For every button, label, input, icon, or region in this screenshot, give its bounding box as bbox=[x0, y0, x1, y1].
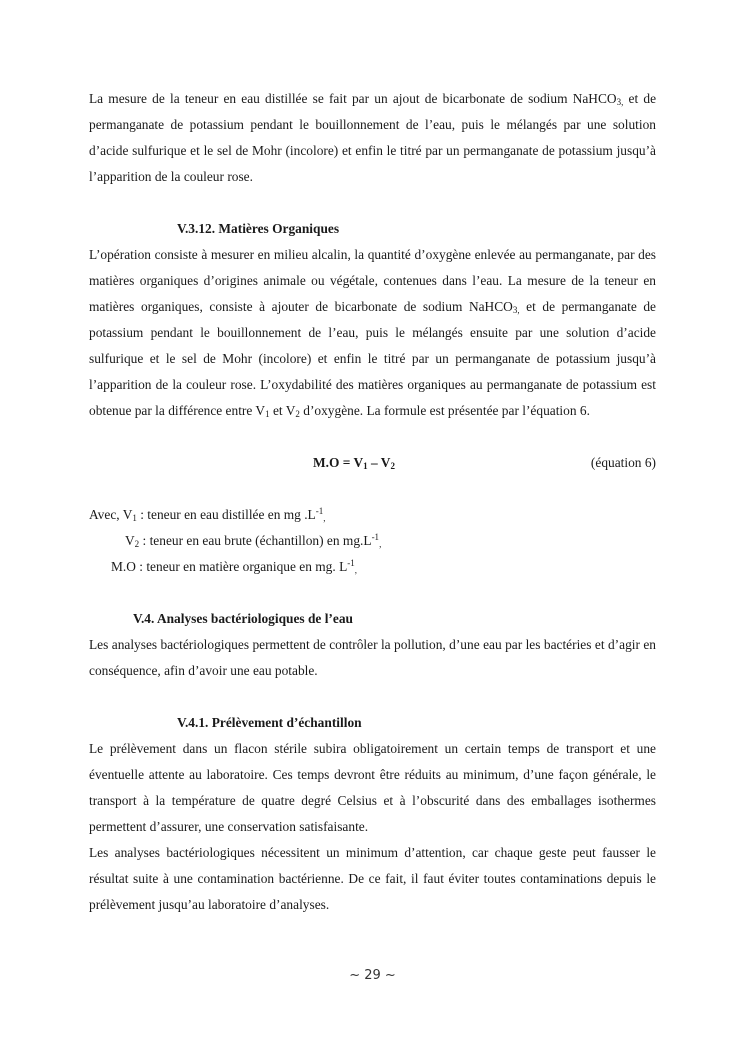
equation-number: (équation 6) bbox=[590, 455, 656, 470]
paragraph-prelevement: Le prélèvement dans un flacon stérile subira obligatoirement un certain temps de transport et une éventuelle attente au laboratoire. Ces temps devront être réduits au minimum, d’une façon générale, le transport à la température de quatre degré Celsius et à l’obscurité dans des emballages isothermes permettent d’assurer, une conservation satisfaisante. bbox=[89, 741, 656, 834]
page-number: ~ 29 ~ bbox=[349, 968, 396, 983]
paragraph-analyses-bacteriologiques: Les analyses bactériologiques permettent de contrôler la pollution, d’une eau par les bactéries et d’agir en conséquence, afin d’avoir une eau potable. bbox=[89, 637, 656, 678]
heading-matieres-organiques: V.3.12. Matières Organiques bbox=[177, 221, 340, 236]
definition-v2: $V_2$ : teneur en eau brute (échantillon) en $mg.L^{-1}_,$ bbox=[125, 532, 382, 549]
paragraph-contamination: Les analyses bactériologiques nécessitent un minimum d’attention, car chaque geste peut fausser le résultat suite à une contamination bactérienne. De ce fait, il faut éviter toutes contaminations depuis le prélèvement jusqu’au laboratoire d’analyses. bbox=[89, 845, 656, 912]
equation-6 bbox=[89, 450, 656, 476]
equation-formula: $M.O = V_1 - V_2$ bbox=[313, 455, 395, 471]
definition-v1: Avec, $V_1$ : teneur en eau distillée en mg $.L^{-1}_,$ bbox=[89, 506, 326, 523]
paragraph-distilled-water: La mesure de la teneur en eau distillée se fait par un ajout de bicarbonate de sodium NaHCO$_{3,}$ et de permanganate de potassium pendant le bouillonnement de l’eau, puis le mélangés par une solution d’acide sulfurique et le sel de Mohr (incolore) et enfin le titré par un permanganate de potassium jusqu’à l’apparition de la couleur rose. bbox=[89, 91, 657, 184]
heading-prelevement: V.4.1. Prélèvement d’échantillon bbox=[177, 715, 362, 730]
definition-mo: M.O : teneur en matière organique en mg. $L^{-1}_,$ bbox=[111, 558, 357, 575]
heading-analyses-bacteriologiques: V.4. Analyses bactériologiques de l’eau bbox=[133, 611, 353, 626]
paragraph-matieres-organiques: L’opération consiste à mesurer en milieu alcalin, la quantité d’oxygène enlevée au permanganate, par des matières organiques d’origines animale ou végétale, contenues dans l’eau. La mesure de la teneur en matières organiques, consiste à ajouter de bicarbonate de sodium NaHCO$_{3,}$ et de permanganate de potassium pendant le bouillonnement de l’eau, puis le mélangés ensuite par une solution d’acide sulfurique et le sel de Mohr (incolore) et enfin le titré par un permanganate de potassium jusqu’à l’apparition de la couleur rose. L’oxydabilité des matières organiques au permanganate de potassium est obtenue par la différence entre $V_1$ et $V_2$ d’oxygène. La formule est présentée par l’équation 6. bbox=[89, 247, 656, 419]
page-body bbox=[89, 86, 656, 918]
